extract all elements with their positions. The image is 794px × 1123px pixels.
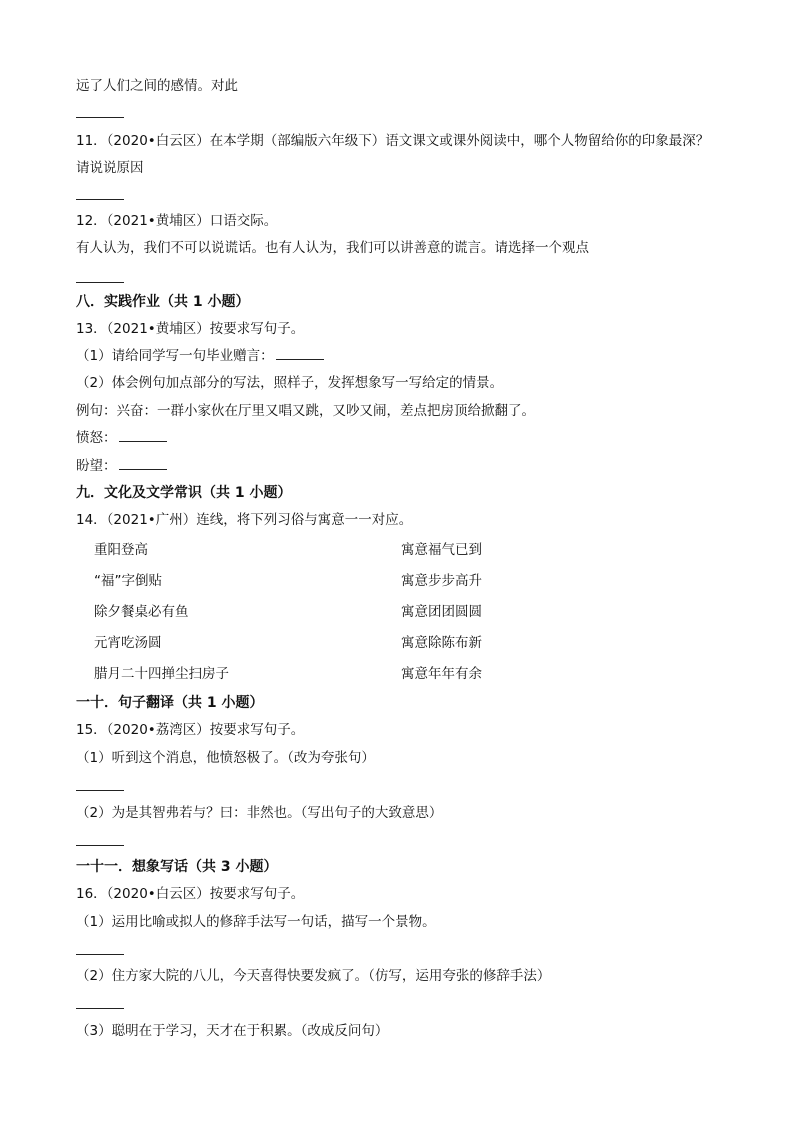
answer-blank[interactable] bbox=[119, 429, 167, 442]
example-sentence: 例句：兴奋：一群小家伙在厅里又唱又跳，又吵又闹，差点把房顶给掀翻了。 bbox=[76, 403, 535, 419]
question-13-sub1 bbox=[76, 346, 324, 366]
answer-blank[interactable] bbox=[276, 347, 324, 360]
answer-blank[interactable] bbox=[76, 954, 124, 955]
custom-item: 腊月二十四掸尘扫房子 bbox=[94, 666, 229, 682]
question-15-sub1: （1）听到这个消息，他愤怒极了。（改为夸张句） bbox=[76, 750, 375, 766]
question-12-cont: 有人认为，我们不可以说谎话。也有人认为，我们可以讲善意的谎言。请选择一个观点 bbox=[76, 240, 589, 256]
section-heading-8: 八．实践作业（共 1 小题） bbox=[76, 294, 250, 310]
continued-text: 远了人们之间的感情。对此 bbox=[76, 78, 238, 94]
meaning-item: 寓意福气已到 bbox=[401, 542, 482, 558]
question-16-sub3: （3）聪明在于学习，天才在于积累。（改成反问句） bbox=[76, 1023, 389, 1039]
anger-label: 愤怒： bbox=[76, 430, 117, 446]
custom-item: 重阳登高 bbox=[94, 542, 148, 558]
question-11-cont: 请说说原因 bbox=[76, 160, 144, 176]
custom-item: 元宵吃汤圆 bbox=[94, 635, 162, 651]
question-16: 16．（2020•白云区）按要求写句子。 bbox=[76, 886, 305, 902]
hope-line bbox=[76, 456, 167, 476]
custom-item: 除夕餐桌必有鱼 bbox=[94, 604, 189, 620]
answer-blank[interactable] bbox=[76, 117, 124, 118]
section-heading-11: 一十一．想象写话（共 3 小题） bbox=[76, 859, 278, 875]
answer-blank[interactable] bbox=[76, 845, 124, 846]
meaning-item: 寓意除陈布新 bbox=[401, 635, 482, 651]
answer-blank[interactable] bbox=[76, 282, 124, 283]
anger-line bbox=[76, 428, 167, 448]
answer-blank[interactable] bbox=[119, 457, 167, 470]
meaning-item: 寓意年年有余 bbox=[401, 666, 482, 682]
question-15-sub2: （2）为是其智弗若与？曰：非然也。（写出句子的大致意思） bbox=[76, 805, 443, 821]
section-heading-10: 一十．句子翻译（共 1 小题） bbox=[76, 695, 264, 711]
sub1-text: （1）请给同学写一句毕业赠言： bbox=[76, 348, 274, 364]
answer-blank[interactable] bbox=[76, 790, 124, 791]
hope-label: 盼望： bbox=[76, 458, 117, 474]
question-11: 11．（2020•白云区）在本学期（部编版六年级下）语文课文或课外阅读中，哪个人物留给你的印象最深？ bbox=[76, 133, 710, 149]
question-13-sub2: （2）体会例句加点部分的写法，照样子，发挥想象写一写给定的情景。 bbox=[76, 375, 504, 391]
question-16-sub2: （2）住方家大院的八儿，今天喜得快要发疯了。（仿写，运用夸张的修辞手法） bbox=[76, 968, 551, 984]
question-14: 14．（2021•广州）连线，将下列习俗与寓意一一对应。 bbox=[76, 512, 413, 528]
section-heading-9: 九．文化及文学常识（共 1 小题） bbox=[76, 485, 292, 501]
question-13: 13．（2021•黄埔区）按要求写句子。 bbox=[76, 321, 305, 337]
question-15: 15．（2020•荔湾区）按要求写句子。 bbox=[76, 722, 305, 738]
custom-item: “福”字倒贴 bbox=[94, 573, 162, 589]
meaning-item: 寓意团团圆圆 bbox=[401, 604, 482, 620]
question-16-sub1: （1）运用比喻或拟人的修辞手法写一句话，描写一个景物。 bbox=[76, 914, 436, 930]
answer-blank[interactable] bbox=[76, 199, 124, 200]
question-12: 12．（2021•黄埔区）口语交际。 bbox=[76, 213, 278, 229]
answer-blank[interactable] bbox=[76, 1008, 124, 1009]
meaning-item: 寓意步步高升 bbox=[401, 573, 482, 589]
